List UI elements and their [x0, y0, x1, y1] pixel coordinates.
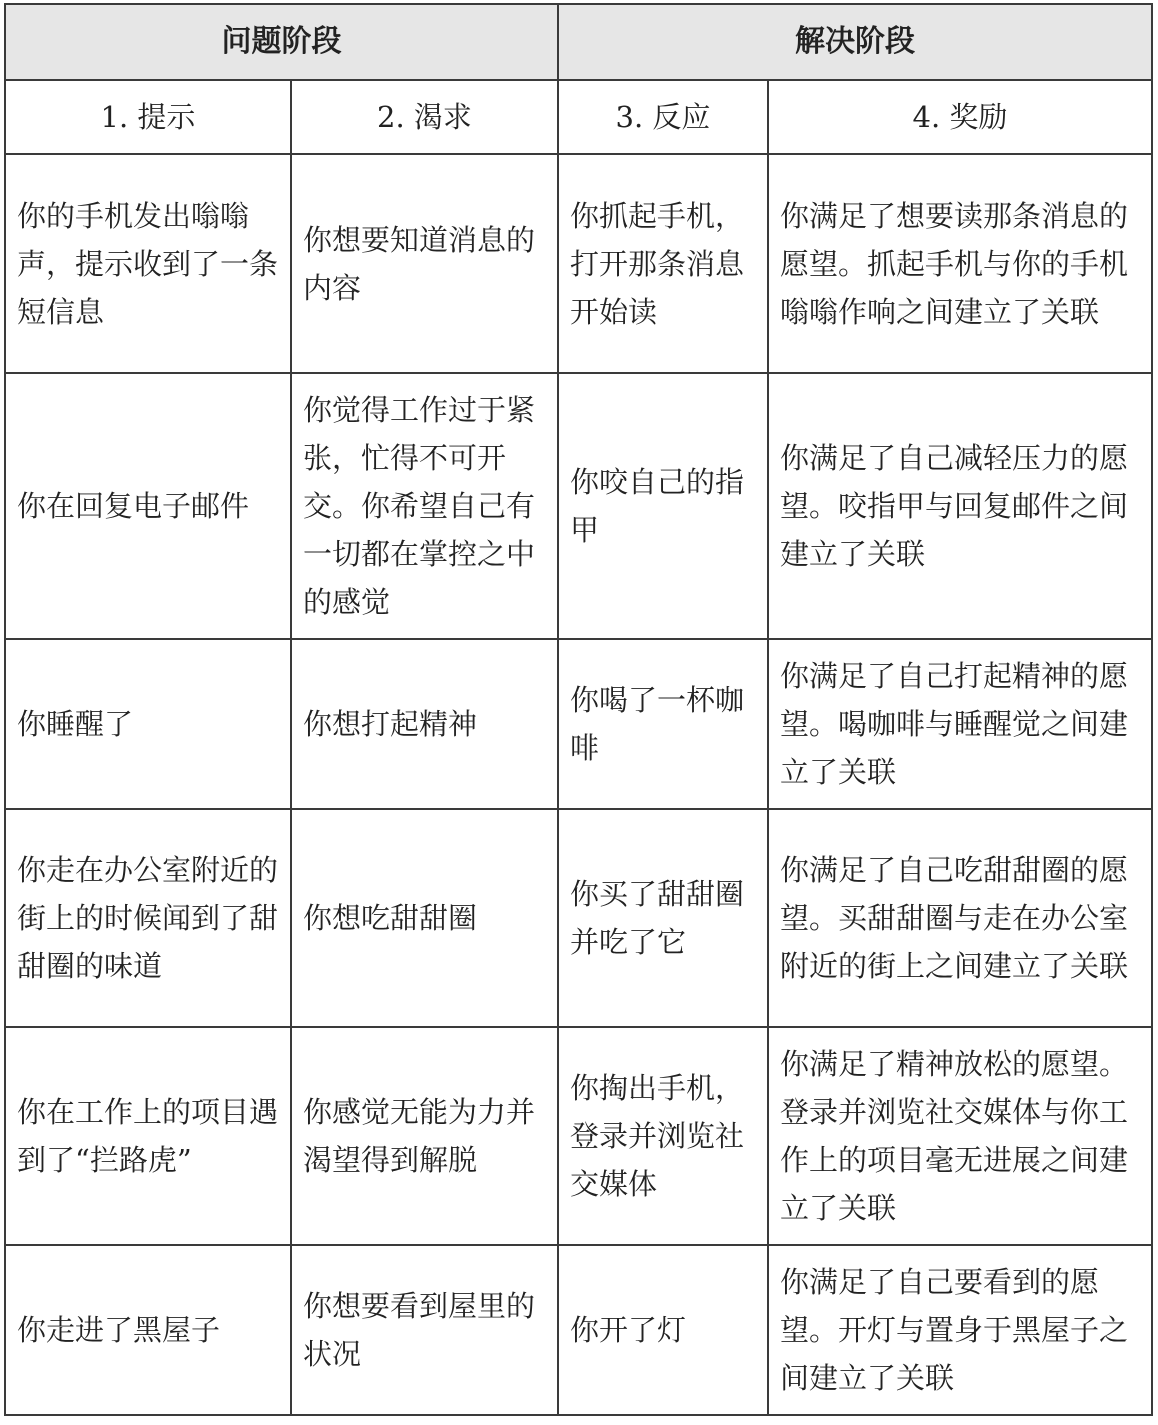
cue-cell: 你的手机发出嗡嗡声，提示收到了一条短信息 [5, 154, 291, 373]
cue-cell: 你在工作上的项目遇到了“拦路虎” [5, 1027, 291, 1245]
craving-cell: 你觉得工作过于紧张，忙得不可开交。你希望自己有一切都在掌控之中的感觉 [291, 373, 558, 639]
phase-header-row [5, 4, 1152, 80]
step-header-craving: 2. 渴求 [291, 80, 558, 154]
table-row [5, 639, 1152, 809]
step-header-response: 3. 反应 [558, 80, 768, 154]
craving-cell: 你想要知道消息的内容 [291, 154, 558, 373]
response-cell: 你喝了一杯咖啡 [558, 639, 768, 809]
reward-cell: 你满足了自己要看到的愿望。开灯与置身于黑屋子之间建立了关联 [768, 1245, 1152, 1415]
craving-cell: 你想打起精神 [291, 639, 558, 809]
table-row [5, 809, 1152, 1027]
reward-cell: 你满足了精神放松的愿望。登录并浏览社交媒体与你工作上的项目毫无进展之间建立了关联 [768, 1027, 1152, 1245]
step-header-cue: 1. 提示 [5, 80, 291, 154]
response-cell: 你抓起手机，打开那条消息开始读 [558, 154, 768, 373]
response-cell: 你开了灯 [558, 1245, 768, 1415]
step-header-row [5, 80, 1152, 154]
step-header-reward: 4. 奖励 [768, 80, 1152, 154]
table-row [5, 1027, 1152, 1245]
reward-cell: 你满足了自己吃甜甜圈的愿望。买甜甜圈与走在办公室附近的街上之间建立了关联 [768, 809, 1152, 1027]
table-row [5, 373, 1152, 639]
table-row [5, 154, 1152, 373]
cue-cell: 你走在办公室附近的街上的时候闻到了甜甜圈的味道 [5, 809, 291, 1027]
habit-loop-table [4, 3, 1153, 1416]
response-cell: 你买了甜甜圈并吃了它 [558, 809, 768, 1027]
craving-cell: 你想要看到屋里的状况 [291, 1245, 558, 1415]
reward-cell: 你满足了想要读那条消息的愿望。抓起手机与你的手机嗡嗡作响之间建立了关联 [768, 154, 1152, 373]
cue-cell: 你在回复电子邮件 [5, 373, 291, 639]
response-cell: 你咬自己的指甲 [558, 373, 768, 639]
habit-loop-table-container [4, 3, 1153, 1416]
cue-cell: 你走进了黑屋子 [5, 1245, 291, 1415]
reward-cell: 你满足了自己打起精神的愿望。喝咖啡与睡醒觉之间建立了关联 [768, 639, 1152, 809]
table-row [5, 1245, 1152, 1415]
craving-cell: 你想吃甜甜圈 [291, 809, 558, 1027]
cue-cell: 你睡醒了 [5, 639, 291, 809]
phase-header-problem: 问题阶段 [5, 4, 558, 80]
phase-header-solution: 解决阶段 [558, 4, 1152, 80]
reward-cell: 你满足了自己减轻压力的愿望。咬指甲与回复邮件之间建立了关联 [768, 373, 1152, 639]
craving-cell: 你感觉无能为力并渴望得到解脱 [291, 1027, 558, 1245]
response-cell: 你掏出手机，登录并浏览社交媒体 [558, 1027, 768, 1245]
